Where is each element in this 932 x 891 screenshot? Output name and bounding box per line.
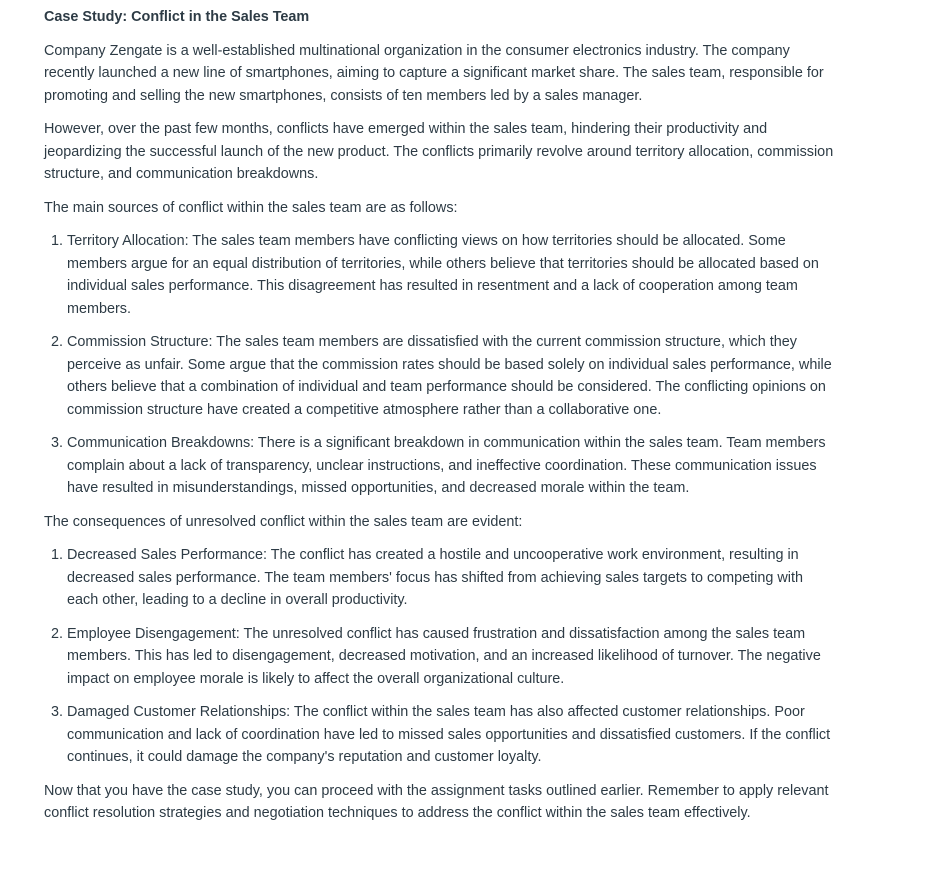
list-item-employee-disengagement: 2. Employee Disengagement: The unresolved conflict has caused frustration and dissatisfaction among the sales team members. This has led to disengagement, decreased motivation, and an increased likelihood of turnover. The negative impact on employee morale is likely to affect the overall organizational culture. — [67, 623, 834, 691]
list-item-communication-breakdowns: 3. Communication Breakdowns: There is a significant breakdown in communication within the sales team. Team members complain about a lack of transparency, unclear instructions, and ineffective coordination. These communication issues have resulted in misunderstandings, missed opportunities, and decreased morale within the team. — [67, 432, 834, 500]
list-item-territory-allocation: 1. Territory Allocation: The sales team members have conflicting views on how territories should be allocated. Some members argue for an equal distribution of territories, while others believe that territories should be allocated based on individual sales performance. This disagreement has resulted in resentment and a lack of cooperation among team members. — [67, 230, 834, 320]
list-item-damaged-customer-relationships: 3. Damaged Customer Relationships: The conflict within the sales team has also affected customer relationships. Poor communication and lack of coordination have led to missed sales opportunities and dissatisfied customers. If the conflict continues, it could damage the company's reputation and customer loyalty. — [67, 701, 834, 769]
list-item-decreased-sales-performance: 1. Decreased Sales Performance: The conflict has created a hostile and uncooperative work environment, resulting in decreased sales performance. The team members' focus has shifted from achieving sales targets to competing with each other, leading to a decline in overall productivity. — [67, 544, 834, 612]
intro-paragraph-2: However, over the past few months, conflicts have emerged within the sales team, hindering their productivity and jeopardizing the successful launch of the new product. The conflicts primarily revolve around territory allocation, commission structure, and communication breakdowns. — [44, 121, 834, 182]
sources-heading: The main sources of conflict within the sales team are as follows: — [44, 199, 458, 216]
consequences-heading: The consequences of unresolved conflict within the sales team are evident: — [44, 513, 523, 530]
closing-paragraph: Now that you have the case study, you can proceed with the assignment tasks outlined earlier. Remember to apply relevant conflict resolution strategies and negotiation techniques to address the conflict within the sales team effectively. — [44, 782, 829, 821]
intro-paragraph-1: Company Zengate is a well-established multinational organization in the consumer electronics industry. The company recently launched a new line of smartphones, aiming to capture a significant market share. The sales team, responsible for promoting and selling the new smartphones, consists of ten members led by a sales manager. — [44, 42, 824, 104]
consequences-list — [44, 544, 834, 769]
sources-list — [44, 230, 834, 500]
page-title: Case Study: Conflict in the Sales Team — [44, 9, 310, 25]
list-item-commission-structure: 2. Commission Structure: The sales team members are dissatisfied with the current commission structure, which they perceive as unfair. Some argue that the commission rates should be based solely on individual sales performance, while others believe that a combination of individual and team performance should be considered. The conflicting opinions on commission structure have created a competitive atmosphere rather than a collaborative one. — [67, 331, 834, 421]
